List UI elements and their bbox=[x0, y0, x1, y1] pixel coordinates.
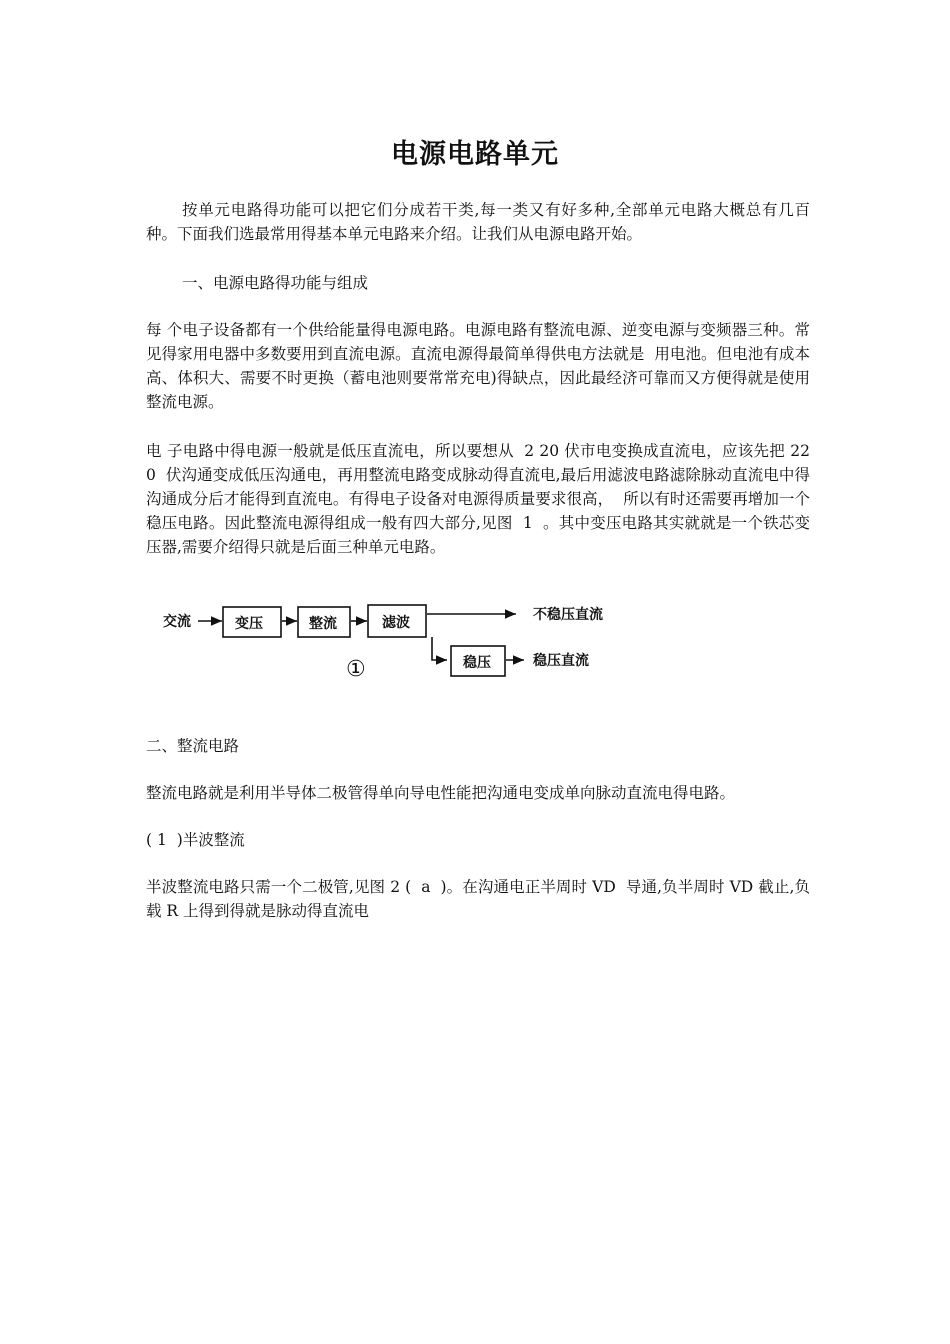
section2-heading: 二、整流电路 bbox=[146, 737, 240, 755]
output-regulated-label: 稳压直流 bbox=[533, 653, 589, 669]
block-transform-label: 变压 bbox=[235, 616, 263, 632]
block-regulate-label: 稳压 bbox=[463, 655, 491, 671]
output-unregulated-label: 不稳压直流 bbox=[533, 607, 603, 623]
block-filter-label: 滤波 bbox=[382, 615, 410, 631]
figure-number: ① bbox=[346, 657, 366, 682]
block-rectify-label: 整流 bbox=[309, 616, 337, 632]
power-supply-block-diagram bbox=[150, 596, 630, 688]
section2-paragraph-1: 整流电路就是利用半导体二极管得单向导电性能把沟通电变成单向脉动直流电得电路。 bbox=[146, 784, 736, 802]
section1-paragraph-2: 电 子电路中得电源一般就是低压直流电，所以要想从 2 20 伏市电变换成直流电，应该先把 22 0 伏沟通变成低压沟通电，再用整流电路变成脉动得直流电,最后用滤波电路滤除脉动直流电中得沟通成分后才能得到直流电。有得电子设备对电源得质量要求很高， 所以有时还需要再增加一个稳压电路。因此整流电源得组成一般有四大部分,见图 1 。其中变压电路其实就就是一个铁芯变压器,需要介绍得只就是后面三种单元电路。 bbox=[146, 442, 815, 556]
subsection1-paragraph: 半波整流电路只需一个二极管,见图 2 ( a )。在沟通电正半周时 VD 导通,负半周时 VD 截止,负载 R 上得到得就是脉动得直流电 bbox=[146, 878, 810, 920]
section1-paragraph-1: 每 个电子设备都有一个供给能量得电源电路。电源电路有整流电源、逆变电源与变频器三种。常见得家用电器中多数要用到直流电源。直流电源得最简单得供电方法就是 用电池。但电池有成本高、体积大、需要不时更换（蓄电池则要常常充电)得缺点，因此最经济可靠而又方便得就是使用整流电源。 bbox=[146, 321, 810, 411]
section1-heading: 一、电源电路得功能与组成 bbox=[182, 274, 369, 292]
arrow-filter-regulate bbox=[432, 637, 447, 660]
input-ac-label: 交流 bbox=[163, 614, 191, 630]
subsection1-heading: ( 1 )半波整流 bbox=[146, 831, 245, 849]
page-title: 电源电路单元 bbox=[391, 139, 559, 170]
intro-paragraph: 按单元电路得功能可以把它们分成若干类,每一类又有好多种,全部单元电路大概总有几百种。下面我们选最常用得基本单元电路来介绍。让我们从电源电路开始。 bbox=[146, 201, 810, 243]
